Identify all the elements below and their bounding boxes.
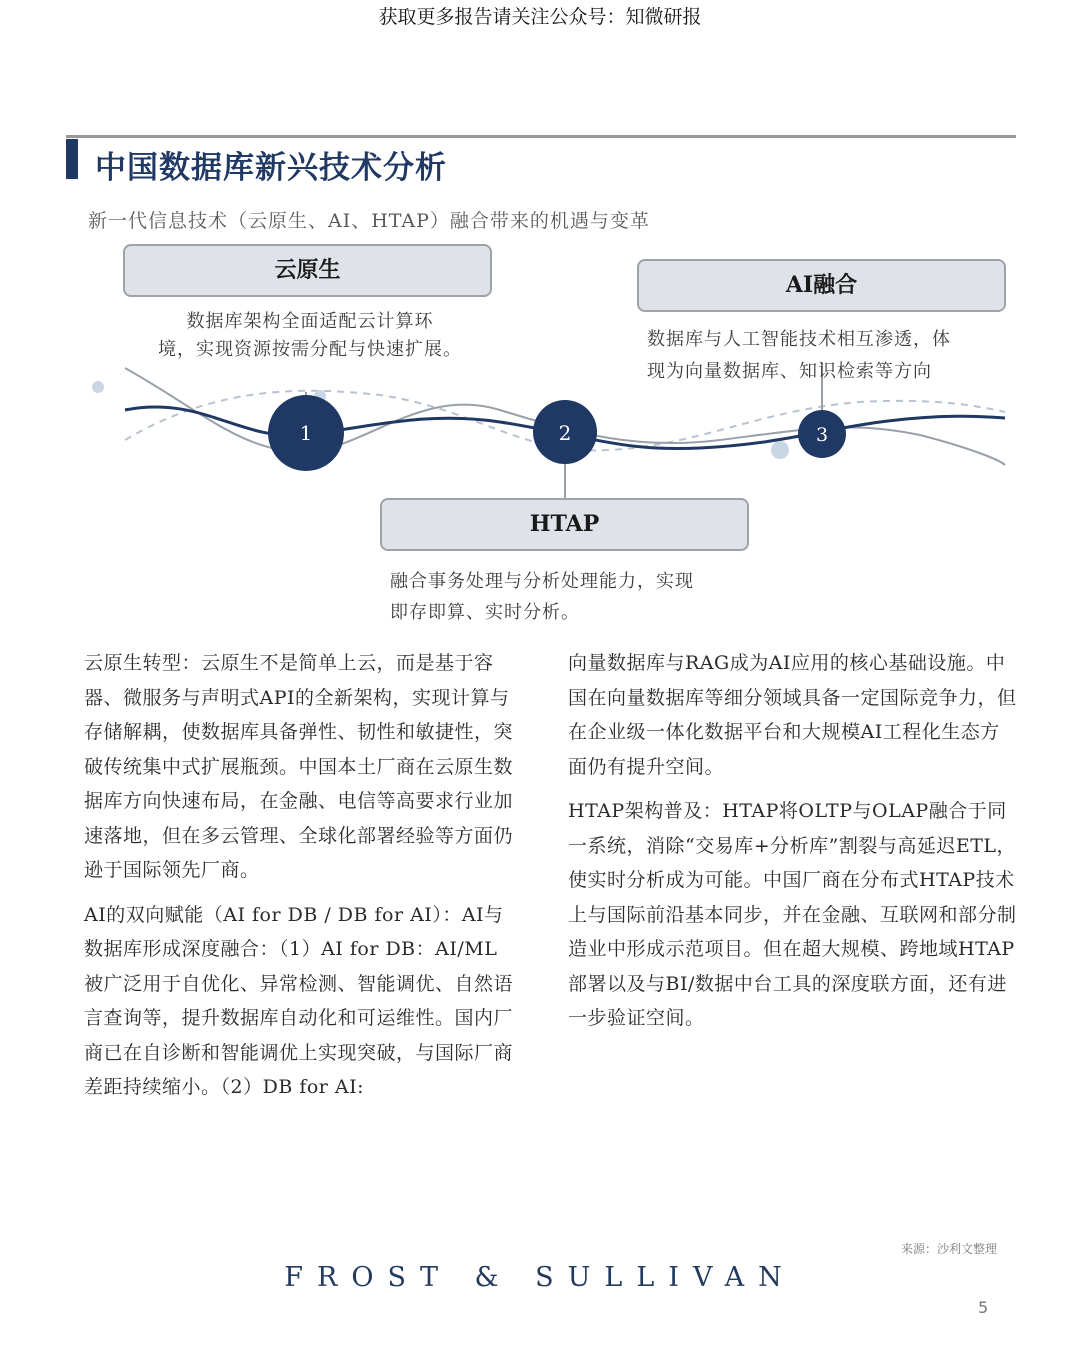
desc-line: 数据库架构全面适配云计算环 bbox=[186, 311, 434, 332]
page-title: 中国数据库新兴技术分析 bbox=[95, 150, 447, 186]
paragraph-cloud-native: 云原生转型：云原生不是简单上云，而是基于容器、微服务与声明式API的全新架构，实现计算与存储解耦，使数据库具备弹性、韧性和敏捷性，突破传统集中式扩展瓶颈。中国本土厂商在云原生数据库方向快速布局，在金融、电信等高要求行业加速落地，但在多云管理、全球化部署经验等方面仍逊于国际领先厂商。 bbox=[84, 652, 514, 881]
body-right-column bbox=[568, 646, 1018, 1046]
desc-line: 融合事务处理与分析处理能力，实现 bbox=[390, 571, 694, 592]
title-rule bbox=[66, 135, 1016, 138]
page-subtitle: 新一代信息技术（云原生、AI、HTAP）融合带来的机遇与变革 bbox=[88, 210, 650, 232]
top-banner: 获取更多报告请关注公众号：知微研报 bbox=[378, 6, 702, 28]
desc-cloud-native bbox=[120, 308, 500, 364]
paragraph-vector-db: 向量数据库与RAG成为AI应用的核心基础设施。中国在向量数据库等细分领域具备一定国际竞争力，但在企业级一体化数据平台和大规模AI工程化生态方面仍有提升空间。 bbox=[568, 652, 1017, 778]
paragraph-ai-empowerment: AI的双向赋能（AI for DB / DB for AI）：AI与数据库形成深度融合：（1）AI for DB：AI/ML 被广泛用于自优化、异常检测、智能调优、自然语言查询等，提升数据库自动化和可运维性。国内厂商已在自诊断和智能调优上实现突破，与国际厂商差距持续缩小。（2）DB for AI: bbox=[84, 903, 514, 1098]
box-htap: HTAP bbox=[380, 498, 749, 551]
brand-logo: FROST & SULLIVAN bbox=[284, 1262, 796, 1293]
node-number-3: 3 bbox=[815, 424, 829, 446]
decor-dot bbox=[92, 381, 104, 393]
title-accent-bar bbox=[66, 139, 78, 179]
paragraph-htap: HTAP架构普及：HTAP将OLTP与OLAP融合于同一系统，消除“交易库+分析库”割裂与高延迟ETL，使实时分析成为可能。中国厂商在分布式HTAP技术上与国际前沿基本同步，并在金融、互联网和部分制造业中形成示范项目。但在超大规模、跨地域HTAP部署以及与BI/数据中台工具的深度联方面，还有进一步验证空间。 bbox=[568, 800, 1017, 1029]
node-number-2: 2 bbox=[558, 421, 572, 445]
desc-line: 数据库与人工智能技术相互渗透，体 bbox=[647, 329, 951, 350]
box-ai-fusion: AI融合 bbox=[637, 259, 1006, 312]
body-left-column bbox=[84, 646, 514, 1115]
desc-line: 现为向量数据库、知识检索等方向 bbox=[647, 361, 932, 382]
source-note: 来源：沙利文整理 bbox=[901, 1242, 998, 1256]
page-number: 5 bbox=[978, 1298, 989, 1317]
desc-htap bbox=[390, 566, 770, 628]
decor-dot bbox=[771, 441, 789, 459]
desc-ai-fusion bbox=[647, 324, 1027, 388]
box-cloud-native: 云原生 bbox=[123, 244, 492, 297]
desc-line: 境，实现资源按需分配与快速扩展。 bbox=[158, 339, 462, 360]
node-number-1: 1 bbox=[299, 421, 313, 445]
desc-line: 即存即算、实时分析。 bbox=[390, 602, 580, 623]
